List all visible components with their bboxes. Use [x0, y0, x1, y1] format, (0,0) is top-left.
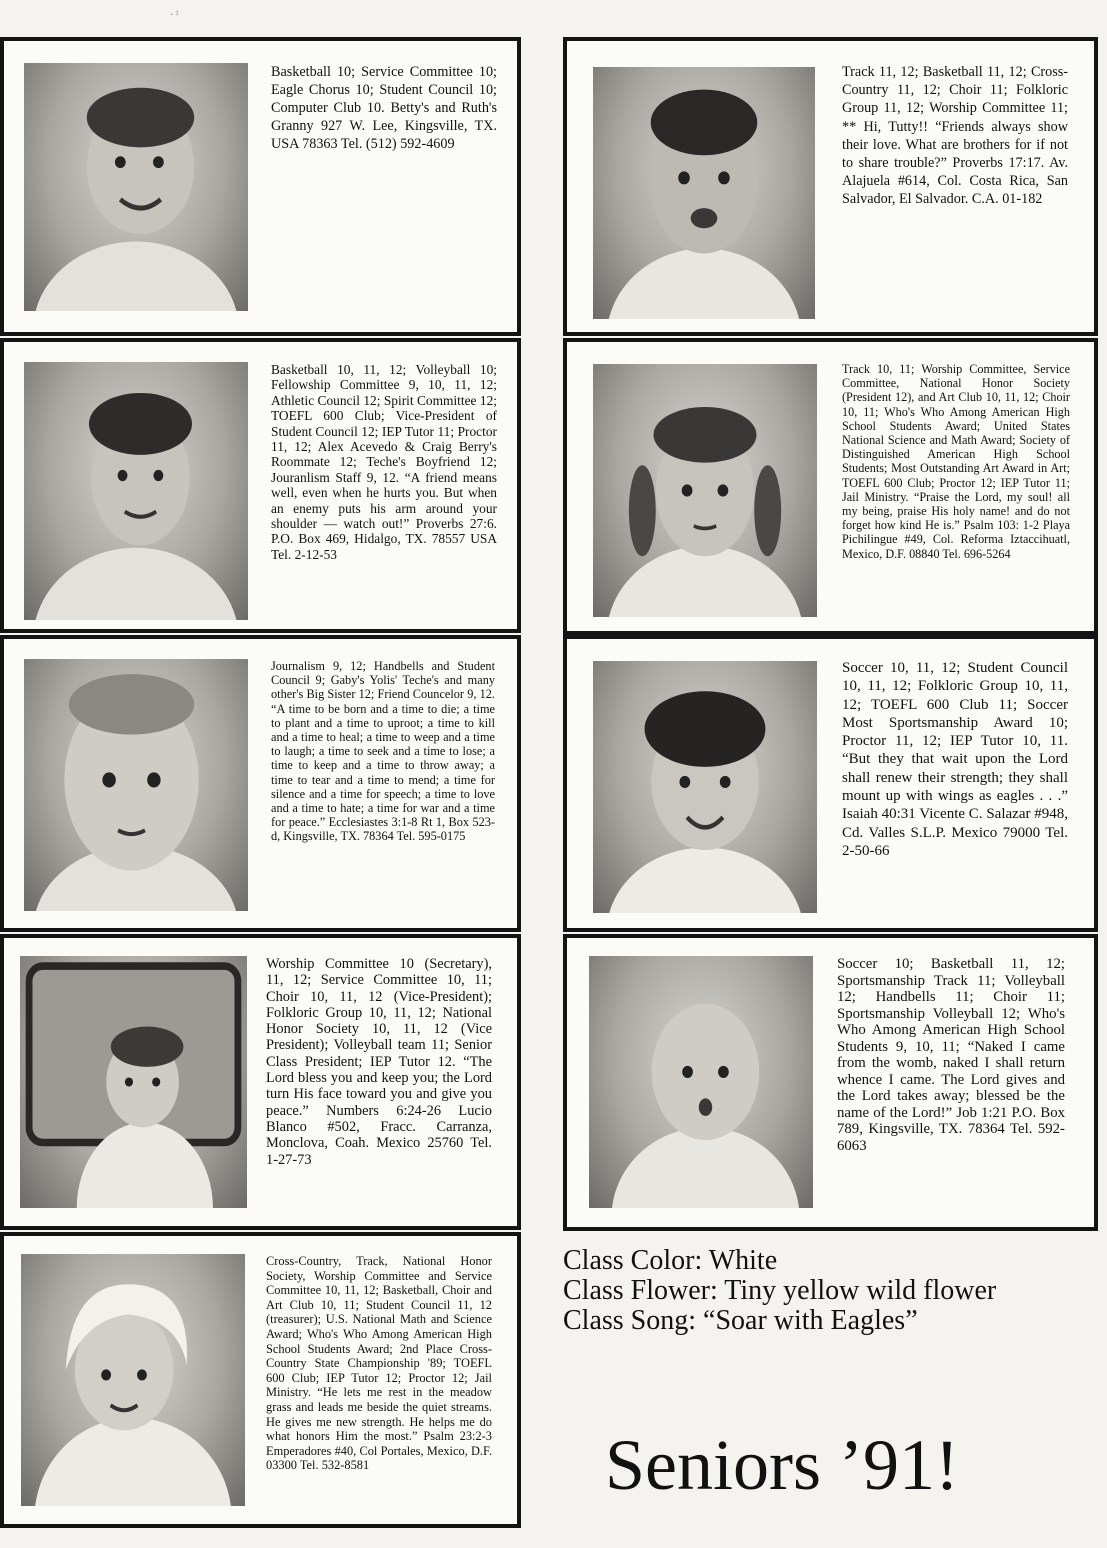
senior-entry-9	[0, 1232, 521, 1528]
baby-photo-5	[24, 659, 248, 911]
senior-caption-8: Soccer 10; Basketball 11, 12; Sportsmanship Track 11; Volleyball 12; Handbells 11; Choir 11; Sportsmanship Volleyball 12; Who's Who Among American High School Students 9, 10, 11; “Naked I came from the womb, naked I shall return whence I came. The Lord gives and the Lord takes away; blessed be the name of the Lord!” Job 1:21 P.O. Box 789, Kingsville, TX. 78364 Tel. 592-6063	[837, 956, 1065, 1154]
baby-photo-9	[21, 1254, 245, 1506]
baby-portrait-icon	[24, 63, 248, 311]
baby-photo-2	[593, 67, 815, 319]
senior-caption-7: Worship Committee 10 (Secretary), 11, 12; Service Committee 10, 11; Choir 10, 11, 12 (Vice-President); Folkloric Group 10, 11, 12; National Honor Society 10, 11, 12 (Vice President); Volleyball team 11; Senior Class President; IEP Tutor 12. “The Lord bless you and keep you; the Lord turn His face toward you and give you peace.” Numbers 6:24-26 Lucio Blanco #502, Fracc. Carranza, Monclova, Coah. Mexico 25760 Tel. 1-27-73	[266, 956, 492, 1168]
senior-entry-1	[0, 37, 521, 336]
senior-caption-9: Cross-Country, Track, National Honor Society, Worship Committee and Service Committee 10, 11, 12; Basketball, Choir and Art Club 10, 11; Student Council 11, 12 (treasurer); U.S. National Math and Science Award; Who's Who Among American High School Students Award; 2nd Place Cross-Country State Championship '89; TOEFL 600 Club; IEP Tutor 12; Proctor 12; Jail Ministry. “He lets me rest in the meadow grass and leads me beside the quiet streams. He gives me new strength. He helps me do what honors Him the most.” Psalm 23:2-3 Emperadores #40, Col Portales, Mexico, D.F. 03300 Tel. 532-8581	[266, 1254, 492, 1473]
senior-caption-6: Soccer 10, 11, 12; Student Council 10, 11, 12; Folkloric Group 10, 11, 12; TOEFL 600 Club 11; Soccer Most Sportsmanship Award 10; Proctor 11, 12; IEP Tutor 10, 11. “But they that wait upon the Lord shall renew their strength; they shall mount up with wings as eagles . . .” Isaiah 40:31 Vicente C. Salazar #948, Cd. Valles S.L.P. Mexico 79000 Tel. 2-50-66	[842, 660, 1068, 859]
baby-portrait-icon	[589, 956, 813, 1208]
baby-photo-7	[20, 956, 247, 1208]
senior-caption-3: Basketball 10, 11, 12; Volleyball 10; Fellowship Committee 9, 10, 11, 12; Athletic Council 12; Spirit Committee 12; TOEFL 600 Club; Vice-President of Student Council 12; IEP Tutor 11; Proctor 11, 12; Alex Acevedo & Craig Berry's Roommate 12; Teche's Boyfriend 12; Jouranlism Staff 9, 12. “A friend means well, even when he hurts you. But when an enemy puts his arm around your shoulder — watch out!” Proverbs 27:6. P.O. Box 469, Hidalgo, TX. 78557 USA Tel. 2-12-53	[271, 362, 497, 562]
baby-portrait-icon	[24, 659, 248, 911]
page-title: Seniors ’91!	[605, 1425, 959, 1505]
baby-portrait-icon	[593, 661, 817, 913]
senior-caption-2: Track 11, 12; Basketball 11, 12; Cross-Country 11, 12; Choir 11; Folkloric Group 11, 12; Worship Committee 11; ** Hi, Tutty!! “Friends always show their love. What are brothers for if not to share trouble?” Proverbs 17:17. Av. Alajuela #614, Col. Costa Rica, San Salvador, El Salvador. C.A. 01-182	[842, 64, 1068, 208]
class-flower: Class Flower: Tiny yellow wild flower	[563, 1275, 997, 1306]
senior-entry-6	[563, 635, 1098, 932]
senior-entry-8	[563, 934, 1098, 1231]
senior-entry-4	[563, 338, 1098, 635]
baby-portrait-icon	[21, 1254, 245, 1506]
senior-entry-3	[0, 338, 521, 633]
senior-entry-7	[0, 934, 521, 1230]
baby-portrait-icon	[593, 67, 815, 319]
class-color: Class Color: White	[563, 1245, 778, 1276]
page-speck: · ˀ	[170, 10, 179, 21]
baby-photo-8	[589, 956, 813, 1208]
baby-portrait-icon	[24, 362, 248, 620]
senior-caption-1: Basketball 10; Service Committee 10; Eagle Chorus 10; Student Council 10; Computer Club 10. Betty's and Ruth's Granny 927 W. Lee, Kingsville, TX. USA 78363 Tel. (512) 592-4609	[271, 64, 497, 152]
senior-caption-4: Track 10, 11; Worship Committee, Service Committee, National Honor Society (President 12), and Art Club 10, 11, 12; Choir 10, 11; Who's Who Among American High School Students Award; United States National Science and Math Award; Society of Distinguished American High School Students; Most Outstanding Art Award in Art; TOEFL 600 Club; Proctor 12; IEP Tutor 11; Jail Ministry. “Praise the Lord, my soul! all my being, praise His holy name! and do not forget how kind He is.” Psalm 103: 1-2 Playa Pichilingue #49, Col. Reforma Iztaccihuatl, Mexico, D.F. 08840 Tel. 696-5264	[842, 362, 1070, 561]
baby-photo-3	[24, 362, 248, 620]
senior-entry-2	[563, 37, 1098, 336]
baby-photo-6	[593, 661, 817, 913]
class-info	[563, 1246, 1083, 1336]
baby-photo-4	[593, 364, 817, 617]
baby-portrait-icon	[593, 364, 817, 617]
senior-entry-5	[0, 635, 521, 932]
baby-photo-1	[24, 63, 248, 311]
senior-caption-5: Journalism 9, 12; Handbells and Student Council 9; Gaby's Yolis' Teche's and many other's Big Sister 12; Friend Councelor 9, 12. “A time to be born and a time to die; a time to plant and a time to uproot; a time to kill and a time to heal; a time to weep and a time to laugh; a time to seek and a time to lose; a time to keep and a time to throw away; a time to tear and a time to mend; a time for silence and a time for speech; a time to love and a time to hate; a time for war and a time for peace.” Ecclesiastes 3:1-8 Rt 1, Box 523-d, Kingsville, TX. 78364 Tel. 595-0175	[271, 659, 495, 844]
class-song: Class Song: “Soar with Eagles”	[563, 1305, 918, 1336]
baby-portrait-icon	[20, 956, 247, 1208]
